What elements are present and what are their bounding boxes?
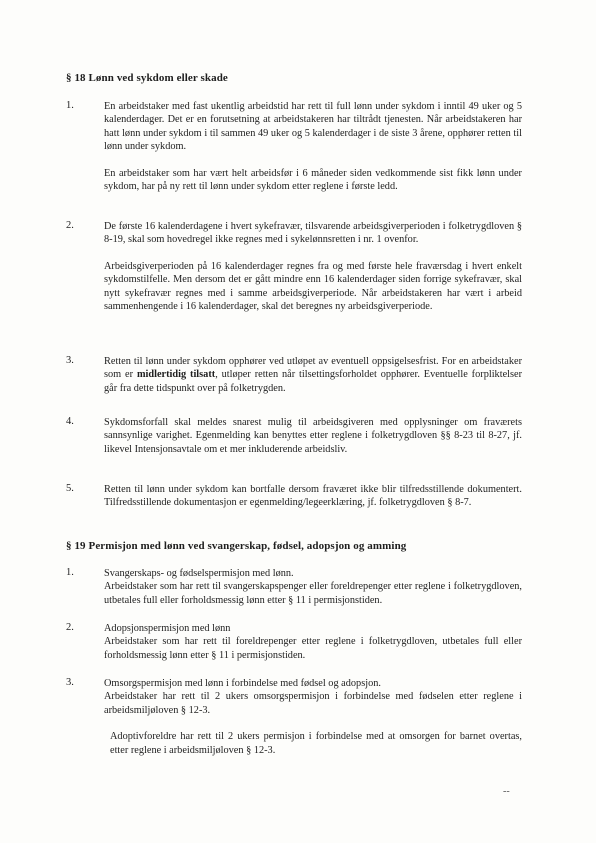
paragraph: En arbeidstaker med fast ukentlig arbeidstid har rett til full lønn under sykdom i inntil 49 uker og 5 kalenderdager. Det er en forutsetning at arbeidstakeren har tiltrådt tjenesten. Når arbeidstakeren har hatt lønn under sykdom i til sammen 49 uker og 5 kalenderdager i de siste 3 årene, opphører retten til lønn under sykdom. — [104, 101, 522, 153]
paragraph: Sykdomsforfall skal meldes snarest mulig til arbeidsgiveren med opplysninger om fraværets sannsynlige varighet. Egenmelding kan benyttes etter reglene i folketrygdloven §§ 8-23 til 8-27, jf. likevel Intensjonsavtale om et mer inkluderende arbeidsliv. — [104, 417, 522, 455]
item-body — [104, 567, 522, 607]
paragraph: Arbeidstaker har rett til 2 ukers omsorgspermisjon i forbindelse med fødselen etter reglene i arbeidsmiljøloven § 12-3. — [104, 691, 522, 716]
item-lead: Omsorgspermisjon med lønn i forbindelse med fødsel og adopsjon. — [104, 678, 381, 689]
paragraph: En arbeidstaker som har vært helt arbeidsfør i 6 måneder siden vedkommende sist fikk lønn under sykdom, har på ny rett til lønn under sykdom etter reglene i første ledd. — [104, 167, 522, 193]
paragraph: De første 16 kalenderdagene i hvert sykefravær, tilsvarende arbeidsgiverperioden i folketrygdloven § 8-19, skal som hovedregel ikke regnes med i sykelønnsretten i nr. 1 ovenfor. — [104, 221, 522, 246]
item-lead: Adopsjonspermisjon med lønn — [104, 623, 231, 634]
item-body — [104, 483, 522, 510]
page-number: -- — [503, 786, 510, 797]
item-number: 3. — [66, 677, 74, 688]
item-body — [104, 622, 522, 662]
item-number: 1. — [66, 567, 74, 578]
item-body — [104, 220, 522, 313]
item-number: 4. — [66, 416, 74, 427]
paragraph: Adoptivforeldre har rett til 2 ukers permisjon i forbindelse med at omsorgen for barnet overtas, etter reglene i arbeidsmiljøloven § 12-3. — [110, 731, 522, 756]
item-body — [104, 355, 522, 395]
emphasis-midlertidig-tilsatt: midlertidig tilsatt — [136, 369, 216, 381]
item-number: 5. — [66, 483, 74, 494]
item-number: 3. — [66, 355, 74, 366]
item-body — [104, 100, 522, 193]
item-body — [104, 416, 522, 456]
item-number: 2. — [66, 220, 74, 231]
item-number: 1. — [66, 100, 74, 111]
paragraph — [104, 355, 522, 395]
paragraph: Arbeidstaker som har rett til foreldrepenger etter reglene i folketrygdloven, utbetales full eller forholdsmessig lønn etter § 11 i permisjonstiden. — [104, 636, 522, 661]
item-body — [104, 677, 522, 757]
item-number: 2. — [66, 622, 74, 633]
text-run: Retten til lønn under sykdom opphører ved utløpet av eventuell oppsigelsesfrist. For en arbeidstaker som er — [104, 356, 522, 381]
text-run: , utløper retten når tilsettingsforholdet opphører. Eventuelle forpliktelser går fra dette tidspunkt over på folketrygden. — [104, 369, 523, 394]
section-18-heading: § 18 Lønn ved sykdom eller skade — [66, 72, 228, 84]
paragraph: Retten til lønn under sykdom kan bortfalle dersom fraværet ikke blir tilfredsstillende dokumentert. Tilfredsstillende dokumentasjon er egenmelding/legeerklæring, jf. folketrygdloven § 8-7. — [104, 484, 522, 509]
item-lead: Svangerskaps- og fødselspermisjon med lønn. — [104, 568, 294, 579]
paragraph: Arbeidsgiverperioden på 16 kalenderdager regnes fra og med første hele fraværsdag i hvert enkelt sykdomstilfelle. Men dersom det er gått mindre enn 16 kalenderdager siden forrige sykefravær, skal nytt sykefravær regnes med i samme arbeidsgiverperiode. Når arbeidstakeren har vært i arbeid sammenhengende i 16 kalenderdager, skal det beregnes ny arbeidsgiverperiode. — [104, 260, 522, 313]
paragraph: Arbeidstaker som har rett til svangerskapspenger eller foreldrepenger etter reglene i folketrygdloven, utbetales full eller forholdsmessig lønn etter § 11 i permisjonstiden. — [104, 581, 522, 606]
section-19-heading: § 19 Permisjon med lønn ved svangerskap, fødsel, adopsjon og amming — [66, 540, 407, 552]
